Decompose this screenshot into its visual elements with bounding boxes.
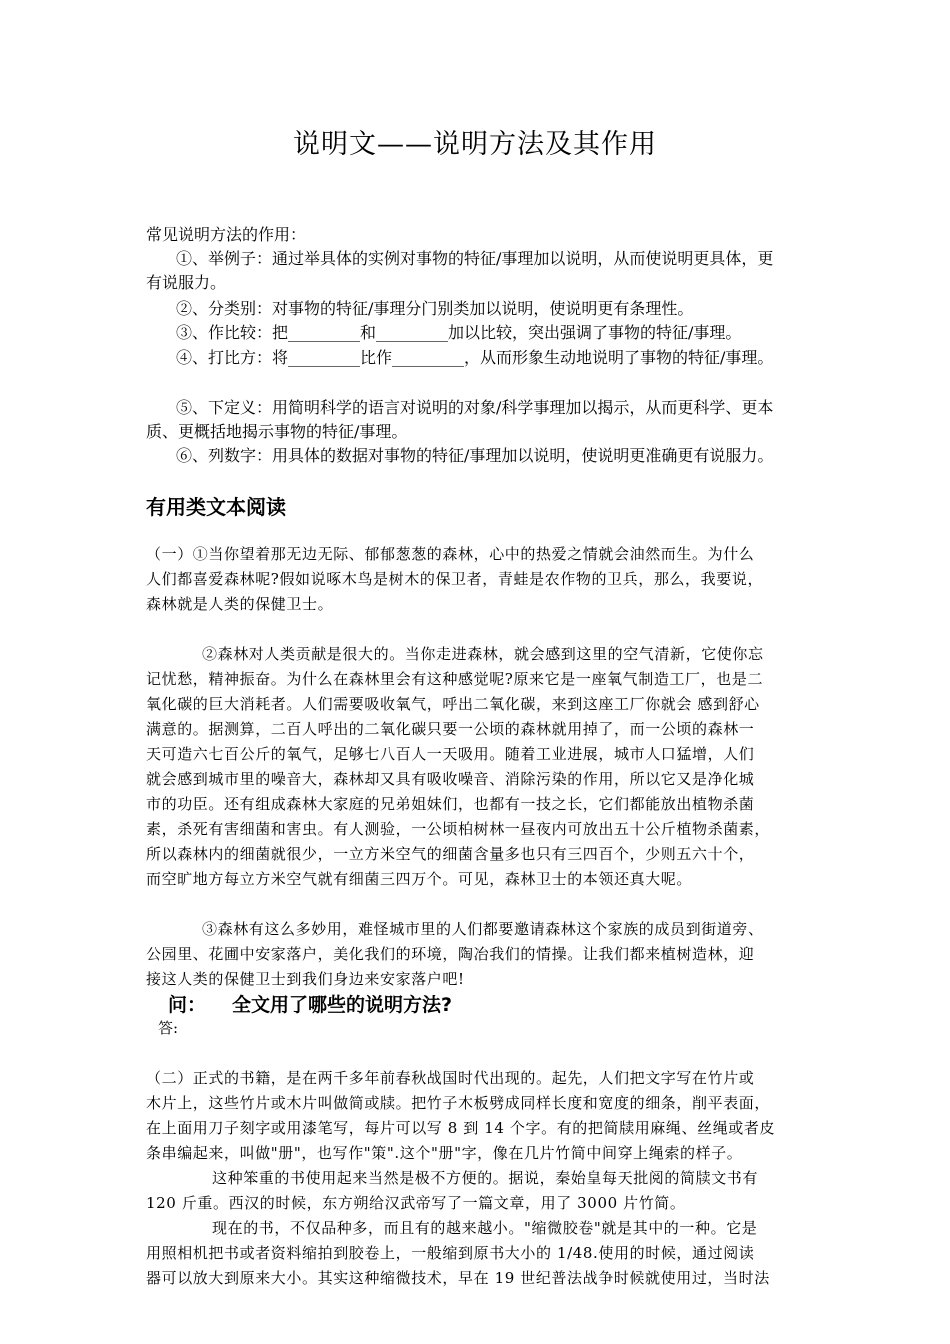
passage1-line: 素，杀死有害细菌和害虫。有人测验，一公顷柏树林一昼夜内可放出五十公斤植物杀菌素， <box>146 820 771 838</box>
question-text: 全文用了哪些的说明方法? <box>232 994 453 1016</box>
question-label: 问： <box>168 994 207 1016</box>
passage1-line: 而空旷地方每立方米空气就有细菌三四万个。可见，森林卫士的本领还真大呢。 <box>146 870 693 888</box>
passage2-line: 条串编起来，叫做"册"，也写作"策".这个"册"字，像在几片竹简中间穿上绳索的样子。 <box>146 1144 743 1162</box>
passage2-line: 120 斤重。西汉的时候，东方朔给汉武帝写了一篇文章，用了 3000 片竹简。 <box>146 1194 686 1212</box>
intro-item: ⑥、列数字：用具体的数据对事物的特征/事理加以说明，使说明更准确更有说服力。 <box>176 446 774 465</box>
passage1-line: 记忧愁，精神振奋。为什么在森林里会有这种感觉呢?原来它是一座氧气制造工厂，也是二 <box>146 670 764 688</box>
passage2-line: 木片上，这些竹片或木片叫做简或牍。把竹子木板劈成同样长度和宽度的细条，削平表面， <box>146 1094 771 1112</box>
intro-item: ⑤、下定义：用简明科学的语言对说明的对象/科学事理加以揭示，从而更科学、更本 <box>176 398 774 417</box>
passage1-line: 市的功臣。还有组成森林大家庭的兄弟姐妹们，也都有一技之长，它们都能放出植物杀菌 <box>146 795 755 813</box>
passage2-line: 器可以放大到原来大小。其实这种缩微技术，早在 19 世纪普法战争时候就使用过，当时法 <box>146 1269 770 1287</box>
intro-item: 质、更概括地揭示事物的特征/事理。 <box>146 422 408 441</box>
passage1-line: 就会感到城市里的噪音大，森林却又具有吸收噪音、消除污染的作用，所以它又是净化城 <box>146 770 755 788</box>
passage1-line: ②森林对人类贡献是很大的。当你走进森林，就会感到这里的空气清新，它使你忘 <box>202 645 764 663</box>
passage1-line: ③森林有这么多妙用，难怪城市里的人们都要邀请森林这个家族的成员到街道旁、 <box>202 920 764 938</box>
page-title: 说明文——说明方法及其作用 <box>293 129 657 160</box>
passage1-line: 天可造六七百公斤的氧气，足够七八百人一天吸用。随着工业进展，城市人口猛增，人们 <box>146 745 755 763</box>
passage2-line: 在上面用刀子刻字或用漆笔写，每片可以写 8 到 14 个字。有的把简牍用麻绳、丝绳或者皮 <box>146 1119 776 1137</box>
intro-item: 有说服力。 <box>146 273 227 292</box>
passage1-line: 接这人类的保健卫士到我们身边来安家落户吧! <box>146 970 465 988</box>
intro-item: ③、作比较：把_________和_________加以比较，突出强调了事物的特征/事理。 <box>176 323 742 342</box>
passage1-line: 满意的。据测算，二百人呼出的二氧化碳只要一公顷的森林就用掉了，而一公顷的森林一 <box>146 720 755 738</box>
passage2-line: 用照相机把书或者资料缩拍到胶卷上，一般缩到原书大小的 1/48.使用的时候，通过阅读 <box>146 1244 755 1262</box>
passage1-line: 人们都喜爱森林呢?假如说啄木鸟是树木的保卫者，青蛙是农作物的卫兵，那么，我要说， <box>146 570 764 588</box>
passage1-line: 氧化碳的巨大消耗者。人们需要吸收氧气，呼出二氧化碳，来到这座工厂你就会 感到舒心 <box>146 695 760 713</box>
answer-label: 答: <box>158 1019 179 1037</box>
passage1-line: 所以森林内的细菌就很少，一立方米空气的细菌含量多也只有三四百个，少则五六十个， <box>146 845 755 863</box>
intro-item: ④、打比方：将_________比作_________，从而形象生动地说明了事物的特征/事理。 <box>176 348 774 367</box>
passage2-line: （二）正式的书籍，是在两千多年前春秋战国时代出现的。起先，人们把文字写在竹片或 <box>146 1069 755 1087</box>
passage2-line: 现在的书，不仅品种多，而且有的越来越小。"缩微胶卷"就是其中的一种。它是 <box>212 1219 758 1237</box>
intro-item: ②、分类别：对事物的特征/事理分门别类加以说明，使说明更有条理性。 <box>176 299 694 318</box>
passage2-line: 这种笨重的书使用起来当然是极不方便的。据说，秦始皇每天批阅的简牍文书有 <box>212 1169 759 1187</box>
intro-heading: 常见说明方法的作用： <box>146 225 307 244</box>
passage1-line: 公园里、花圃中安家落户，美化我们的环境，陶冶我们的情操。让我们都来植树造林，迎 <box>146 945 755 963</box>
intro-item: ①、举例子：通过举具体的实例对事物的特征/事理加以说明，从而使说明更具体，更 <box>176 249 774 268</box>
passage1-line: 森林就是人类的保健卫士。 <box>146 595 334 613</box>
passage1-line: （一）①当你望着那无边无际、郁郁葱葱的森林，心中的热爱之情就会油然而生。为什么 <box>146 545 755 563</box>
section-heading: 有用类文本阅读 <box>146 495 286 519</box>
